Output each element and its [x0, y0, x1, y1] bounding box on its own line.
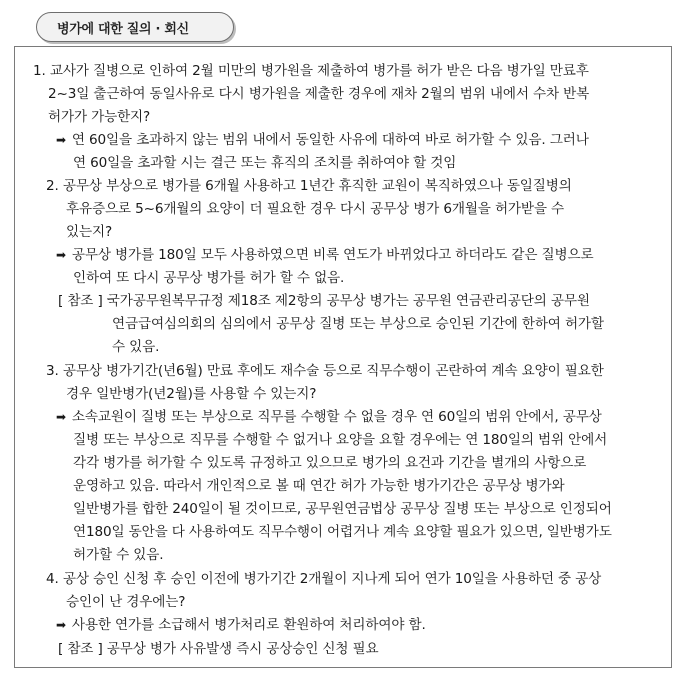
arrow-right-icon: ➡	[56, 248, 66, 262]
reference-2-line-3: 수 있음.	[112, 339, 160, 355]
question-1-line-2: 2~3일 출근하여 동일사유로 다시 병가원을 제출한 경우에 재차 2월의 범위 내에서 수차 반복	[48, 86, 590, 102]
answer-3-line-7: 허가할 수 있음.	[73, 547, 164, 563]
answer-4-text: 사용한 연가를 소급해서 병가처리로 환원하여 처리하여야 함.	[71, 617, 426, 633]
question-2-line-2: 후유증으로 5~6개월의 요양이 더 필요한 경우 다시 공무상 병가 6개월을 허가받을 수	[66, 201, 565, 217]
question-2-line-1: 2. 공무상 부상으로 병가를 6개월 사용하고 1년간 휴직한 교원이 복직하였으나 동일질병의	[46, 178, 572, 194]
question-1-line-3: 허가가 가능한지?	[48, 109, 151, 125]
answer-3-line-4: 운영하고 있음. 따라서 개인적으로 볼 때 연간 허가 가능한 병가기간은 공무상 병가와	[73, 478, 565, 494]
answer-3-line-2: 질병 또는 부상으로 직무를 수행할 수 없거나 요양을 요할 경우에는 연 180일의 범위 안에서	[73, 432, 608, 448]
arrow-right-icon: ➡	[56, 410, 66, 424]
answer-1-line-2: 연 60일을 초과할 시는 결근 또는 휴직의 조치를 취하여야 할 것임	[73, 155, 457, 171]
reference-2-line-2: 연금급여심의회의 심의에서 공무상 질병 또는 부상으로 승인된 기간에 한하여 허가할	[112, 316, 604, 332]
answer-3-line-1	[56, 408, 602, 426]
section-title-tab	[36, 12, 234, 42]
question-4-line-2: 승인이 난 경우에는?	[66, 594, 186, 610]
arrow-right-icon: ➡	[56, 133, 66, 147]
answer-2-text: 공무상 병가를 180일 모두 사용하였으면 비록 연도가 바뀌었다고 하더라도 같은 질병으로	[71, 247, 594, 263]
question-4-line-1: 4. 공상 승인 신청 후 승인 이전에 병가기간 2개월이 지나게 되어 연가 10일을 사용하던 중 공상	[46, 571, 602, 587]
section-title: 병가에 대한 질의 · 회신	[57, 22, 189, 37]
answer-1-text: 연 60일을 초과하지 않는 범위 내에서 동일한 사유에 대하여 바로 허가할 수 있음. 그러나	[71, 132, 589, 148]
answer-3-line-6: 연180일 동안을 다 사용하여도 직무수행이 어렵거나 계속 요양할 필요가 있으면, 일반병가도	[73, 524, 612, 540]
answer-1-line-1	[56, 131, 589, 149]
answer-2-line-1	[56, 246, 593, 264]
answer-3-line-3: 각각 병가를 허가할 수 있도록 규정하고 있으므로 병가의 요건과 기간을 별개의 사항으로	[73, 455, 587, 471]
answer-2-line-2: 인하여 또 다시 공무상 병가를 허가 할 수 없음.	[73, 270, 345, 286]
question-3-line-1: 3. 공무상 병가기간(년6월) 만료 후에도 재수술 등으로 직무수행이 곤란하여 계속 요양이 필요한	[46, 363, 604, 379]
answer-4-line-1	[56, 616, 426, 634]
reference-4-line-1: [ 참조 ] 공무상 병가 사유발생 즉시 공상승인 신청 필요	[58, 641, 379, 657]
answer-3-text: 소속교원이 질병 또는 부상으로 직무를 수행할 수 없을 경우 연 60일의 범위 안에서, 공무상	[71, 409, 602, 425]
answer-3-line-5: 일반병가를 합한 240일이 될 것이므로, 공무원연금법상 공무상 질병 또는 부상으로 인정되어	[73, 501, 612, 517]
reference-2-line-1: [ 참조 ] 국가공무원복무규정 제18조 제2항의 공무상 병가는 공무원 연금관리공단의 공무원	[58, 293, 590, 309]
arrow-right-icon: ➡	[56, 618, 66, 632]
question-3-line-2: 경우 일반병가(년2월)를 사용할 수 있는지?	[66, 386, 317, 402]
question-2-line-3: 있는지?	[66, 224, 113, 240]
question-1-line-1: 1. 교사가 질병으로 인하여 2월 미만의 병가원을 제출하여 병가를 허가 받은 다음 병가일 만료후	[33, 63, 589, 79]
